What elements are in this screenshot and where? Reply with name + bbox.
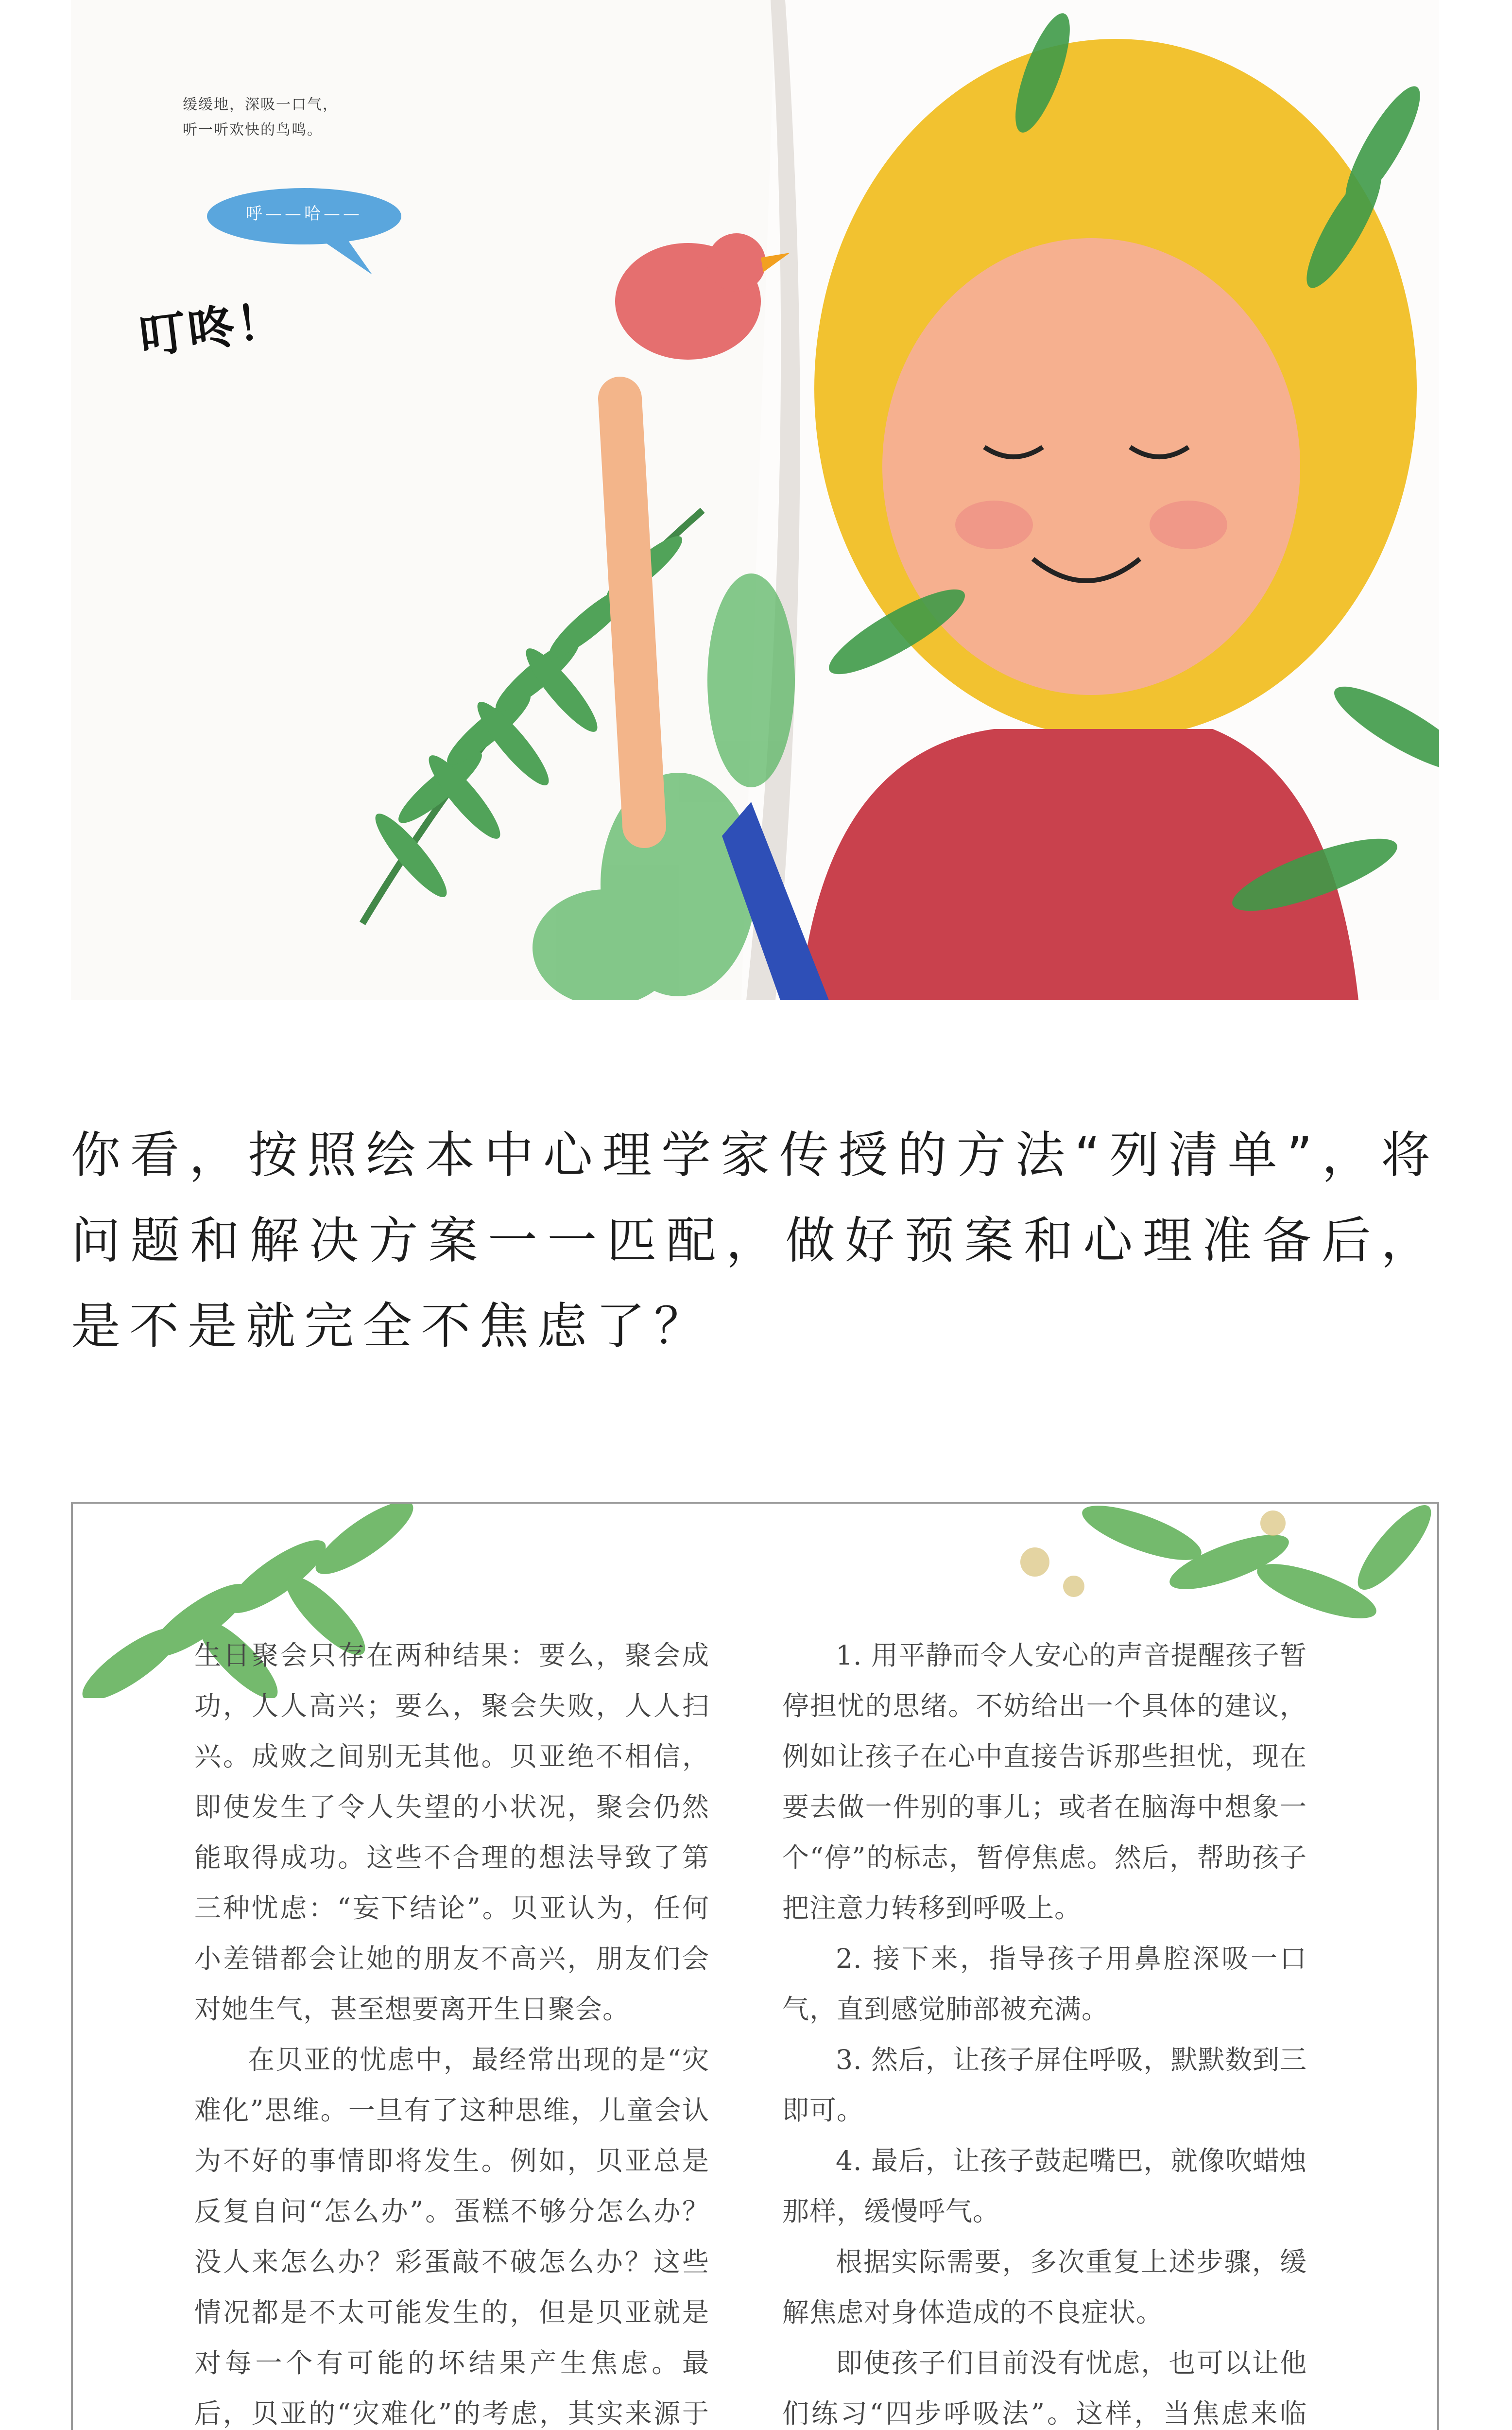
bubble-text: 呼——哈—— <box>246 204 362 224</box>
body-paragraph: 在贝亚的忧虑中，最经常出现的是“灾难化”思维。一旦有了这种思维，儿童会认为不好的事情即将发生。例如，贝亚总是反复自问“怎么办”。蛋糕不够分怎么办？没人来怎么办？彩蛋敲不破怎么办？这些情况都是不太可能发生的，但是贝亚就是对每一个有可能的坏结果产生焦虑。最后，贝亚的“灾难化”的考虑，其实来源于 <box>194 2044 709 2429</box>
raised-arm <box>620 399 644 826</box>
girl-face <box>882 238 1300 695</box>
right-text-column <box>782 1630 1307 2430</box>
illustration-drawing <box>71 0 1439 1000</box>
caption-line: 听一听欢快的鸟鸣。 <box>183 122 323 139</box>
body-paragraph: 生日聚会只存在两种结果：要么，聚会成功，人人高兴；要么，聚会失败，人人扫兴。成败之间别无其他。贝亚绝不相信，即使发生了令人失望的小状况，聚会仍然能取得成功。这些不合理的想法导致了第三种忧虑：“妄下结论”。贝亚认为，任何小差错都会让她的朋友不高兴，朋友们会对她生气，甚至想要离开生日聚会。 <box>194 1640 709 2025</box>
book-page-scan <box>71 1502 1439 2430</box>
intro-paragraph: 你看，按照绘本中心理学家传授的方法“列清单”，将问题和解决方案一一匹配，做好预案和心理准备后，是不是就完全不焦虑了？ <box>71 1127 1439 1355</box>
body-paragraph: 即使孩子们目前没有忧虑，也可以让他们练习“四步呼吸法”。这样，当焦虑来临 <box>782 2347 1307 2429</box>
picture-book-illustration <box>71 0 1439 1000</box>
body-paragraph: 根据实际需要，多次重复上述步骤，缓解焦虑对身体造成的不良症状。 <box>782 2246 1307 2328</box>
step-paragraph: 4. 最后，让孩子鼓起嘴巴，就像吹蜡烛那样，缓慢呼气。 <box>782 2145 1307 2227</box>
speech-bubble <box>207 190 401 243</box>
spread-caption <box>183 92 338 143</box>
left-text-column <box>194 1630 709 2430</box>
step-paragraph: 3. 然后，让孩子屏住呼吸，默默数到三即可。 <box>782 2044 1307 2126</box>
caption-line: 缓缓地，深吸一口气， <box>183 96 338 113</box>
step-paragraph: 2. 接下来，指导孩子用鼻腔深吸一口气，直到感觉肺部被充满。 <box>782 1943 1307 2025</box>
step-paragraph: 1. 用平静而令人安心的声音提醒孩子暂停担忧的思绪。不妨给出一个具体的建议，例如让孩子在心中直接告诉那些担忧，现在要去做一件别的事儿；或者在脑海中想象一个“停”的标志，暂停焦虑。然后，帮助孩子把注意力转移到呼吸上。 <box>782 1640 1307 1924</box>
sound-effect-text: 叮咚！ <box>137 293 288 364</box>
